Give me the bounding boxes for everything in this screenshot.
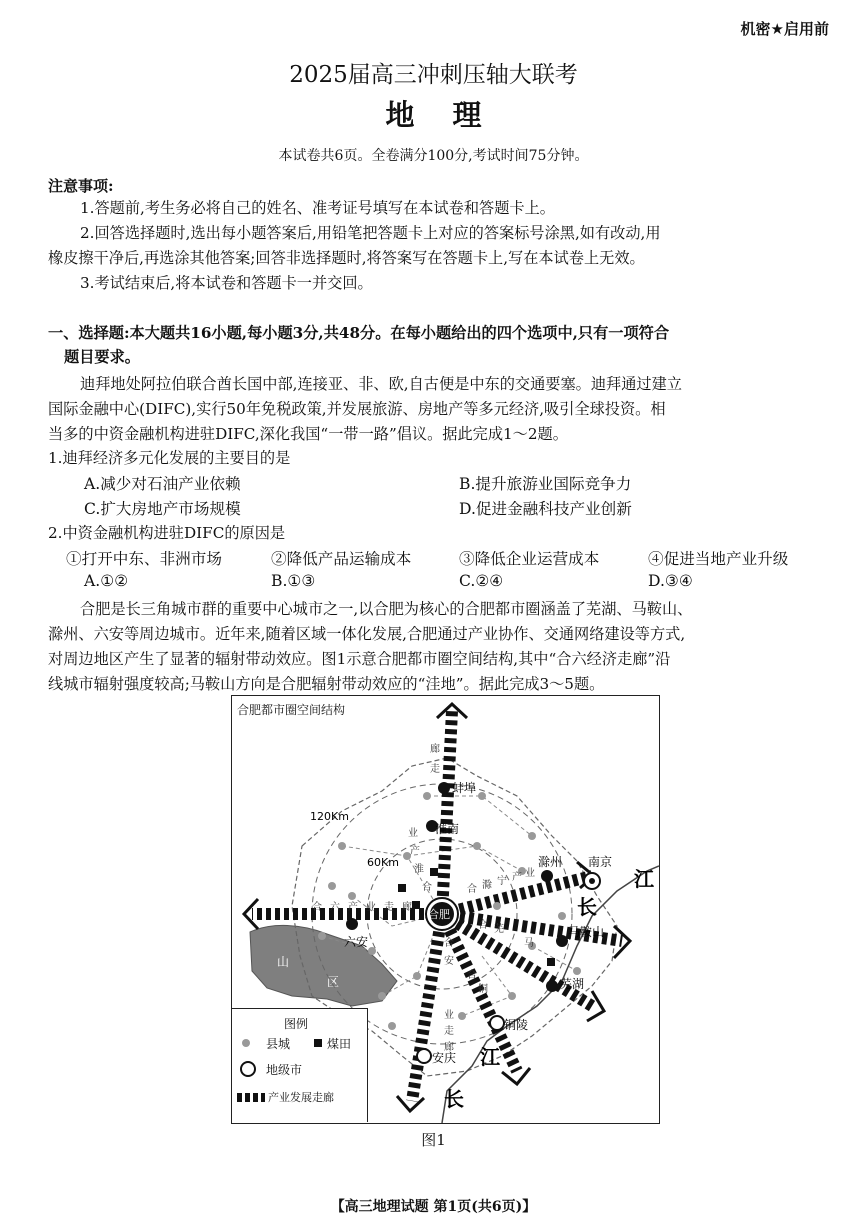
passage1-line2: 国际金融中心(DIFC),实行50年免税政策,并发展旅游、房地产等多元经济,吸引全球投资。相 [48, 400, 666, 418]
svg-text:业: 业 [408, 828, 418, 839]
river-label-jiang1: 江 [634, 867, 654, 891]
city-bengbu: 蚌埠 [452, 781, 477, 795]
svg-text:滁: 滁 [482, 880, 492, 891]
city-hefei: 合肥 [428, 908, 450, 921]
city-nanjing: 南京 [588, 855, 613, 869]
ring-60km-label: 60Km [367, 856, 399, 869]
q1-option-a: A.减少对石油产业依赖 [84, 475, 241, 493]
legend-title: 图例 [284, 1017, 309, 1031]
hefei-metro-map [231, 695, 660, 1124]
q1-option-d: D.促进金融科技产业创新 [459, 500, 632, 518]
svg-text:产: 产 [348, 902, 358, 913]
city-tongling: 铜陵 [504, 1018, 529, 1032]
section-heading-cont: 题目要求。 [64, 348, 140, 366]
city-anqing: 安庆 [432, 1051, 457, 1065]
q1-stem: 1.迪拜经济多元化发展的主要目的是 [48, 449, 291, 467]
q2-statement-4: ④促进当地产业升级 [648, 550, 789, 568]
svg-text:马: 马 [524, 938, 534, 949]
coal-icon [314, 1039, 322, 1047]
svg-text:合: 合 [478, 920, 488, 931]
q1-option-c: C.扩大房地产市场规模 [84, 500, 241, 518]
notice-item-3: 3.考试结束后,将本试卷和答题卡一并交回。 [80, 274, 373, 292]
svg-text:合: 合 [467, 970, 477, 981]
river-label-chang2: 长 [444, 1087, 464, 1111]
q2-statement-2: ②降低产品运输成本 [271, 550, 412, 568]
confidential-mark: 机密★启用前 [740, 20, 829, 38]
map-title: 合肥都市圈空间结构 [237, 703, 346, 717]
q2-option-c: C.②④ [459, 572, 504, 590]
svg-text:业: 业 [366, 902, 376, 913]
subject-title: 地理 [385, 98, 520, 132]
svg-text:走: 走 [444, 1026, 454, 1037]
legend-prefecture: 地级市 [266, 1063, 303, 1077]
passage1-line1: 迪拜地处阿拉伯联合酋长国中部,连接亚、非、欧,自古便是中东的交通要塞。迪拜通过建立 [80, 375, 682, 393]
yangtze-river [442, 866, 659, 1123]
mountain-label-1: 山 [277, 955, 290, 969]
svg-text:业: 业 [444, 1010, 454, 1021]
figure-caption: 图1 [421, 1131, 446, 1149]
notice-item-2: 2.回答选择题时,选出每小题答案后,用铅笔把答题卡上对应的答案标号涂黑,如有改动,用 [80, 224, 661, 242]
corridor-icon [237, 1093, 265, 1102]
svg-text:产: 产 [512, 872, 522, 883]
notice-item-2-cont: 橡皮擦干净后,再选涂其他答案;回答非选择题时,将答案写在答题卡上,写在本试卷上无效。 [48, 249, 645, 267]
exam-info: 本试卷共6页。全卷满分100分,考试时间75分钟。 [278, 148, 589, 164]
notice-heading: 注意事项: [48, 177, 114, 195]
passage2-line2: 滁州、六安等周边城市。近年来,随着区域一体化发展,合肥通过产业协作、交通网络建设等方式, [48, 625, 686, 643]
passage2-line1: 合肥是长三角城市群的重要中心城市之一,以合肥为核心的合肥都市圈涵盖了芜湖、马鞍山、 [80, 600, 693, 618]
page-footer: 【高三地理试题 第1页(共6页)】 [330, 1199, 537, 1215]
svg-text:芜: 芜 [494, 924, 504, 935]
svg-text:产: 产 [410, 846, 420, 857]
svg-text:合: 合 [422, 882, 432, 893]
section-heading: 一、选择题:本大题共16小题,每小题3分,共48分。在每小题给出的四个选项中,只有一项符合 [48, 324, 670, 342]
svg-text:合: 合 [467, 884, 477, 895]
q2-statement-1: ①打开中东、非洲市场 [66, 550, 222, 568]
svg-text:廊: 廊 [444, 1042, 454, 1053]
svg-text:业: 业 [525, 868, 535, 879]
q2-option-b: B.①③ [271, 572, 316, 590]
svg-text:宁: 宁 [497, 876, 507, 887]
prefecture-icon [240, 1061, 256, 1077]
city-huainan: 淮南 [435, 822, 460, 836]
svg-text:廊: 廊 [402, 902, 412, 913]
legend-corridor: 产业发展走廊 [268, 1091, 334, 1104]
q1-option-b: B.提升旅游业国际竞争力 [459, 475, 632, 493]
svg-text:走: 走 [430, 764, 440, 775]
svg-text:六: 六 [330, 902, 340, 913]
city-chuzhou: 滁州 [538, 855, 563, 869]
q2-option-a: A.①② [84, 572, 129, 590]
city-luan: 六安 [344, 935, 369, 949]
map-legend [232, 1008, 368, 1122]
q2-statement-3: ③降低企业运营成本 [459, 550, 600, 568]
svg-text:走: 走 [384, 902, 394, 913]
svg-text:合: 合 [444, 938, 454, 949]
svg-text:安: 安 [444, 956, 454, 967]
ring-120km-label: 120Km [310, 810, 349, 823]
passage2-line4: 线城市辐射强度较高;马鞍山方向是合肥辐射带动效应的“洼地”。据此完成3～5题。 [48, 675, 605, 693]
svg-text:淮: 淮 [414, 864, 424, 875]
svg-text:廊: 廊 [430, 744, 440, 755]
legend-county: 县城 [266, 1037, 291, 1051]
river-label-jiang2: 江 [480, 1045, 500, 1069]
legend-coal: 煤田 [327, 1037, 352, 1051]
q2-stem: 2.中资金融机构进驻DIFC的原因是 [48, 524, 286, 542]
passage2-line3: 对周边地区产生了显著的辐射带动效应。图1示意合肥都市圈空间结构,其中“合六经济走廊”沿 [48, 650, 671, 668]
mountain-label-2: 区 [327, 975, 340, 989]
river-label-chang1: 长 [577, 895, 597, 919]
city-wuhu: 芜湖 [560, 977, 585, 991]
city-maanshan: 马鞍山 [568, 925, 605, 939]
notice-item-1: 1.答题前,考生务必将自己的姓名、准考证号填写在本试卷和答题卡上。 [80, 199, 555, 217]
q2-option-d: D.③④ [648, 572, 693, 590]
svg-text:合: 合 [312, 902, 322, 913]
county-icon [242, 1039, 250, 1047]
passage1-line3: 当多的中资金融机构进驻DIFC,深化我国“一带一路”倡议。据此完成1～2题。 [48, 425, 568, 443]
exam-title: 2025届高三冲刺压轴大联考 [289, 62, 578, 88]
svg-text:铜: 铜 [478, 984, 488, 995]
